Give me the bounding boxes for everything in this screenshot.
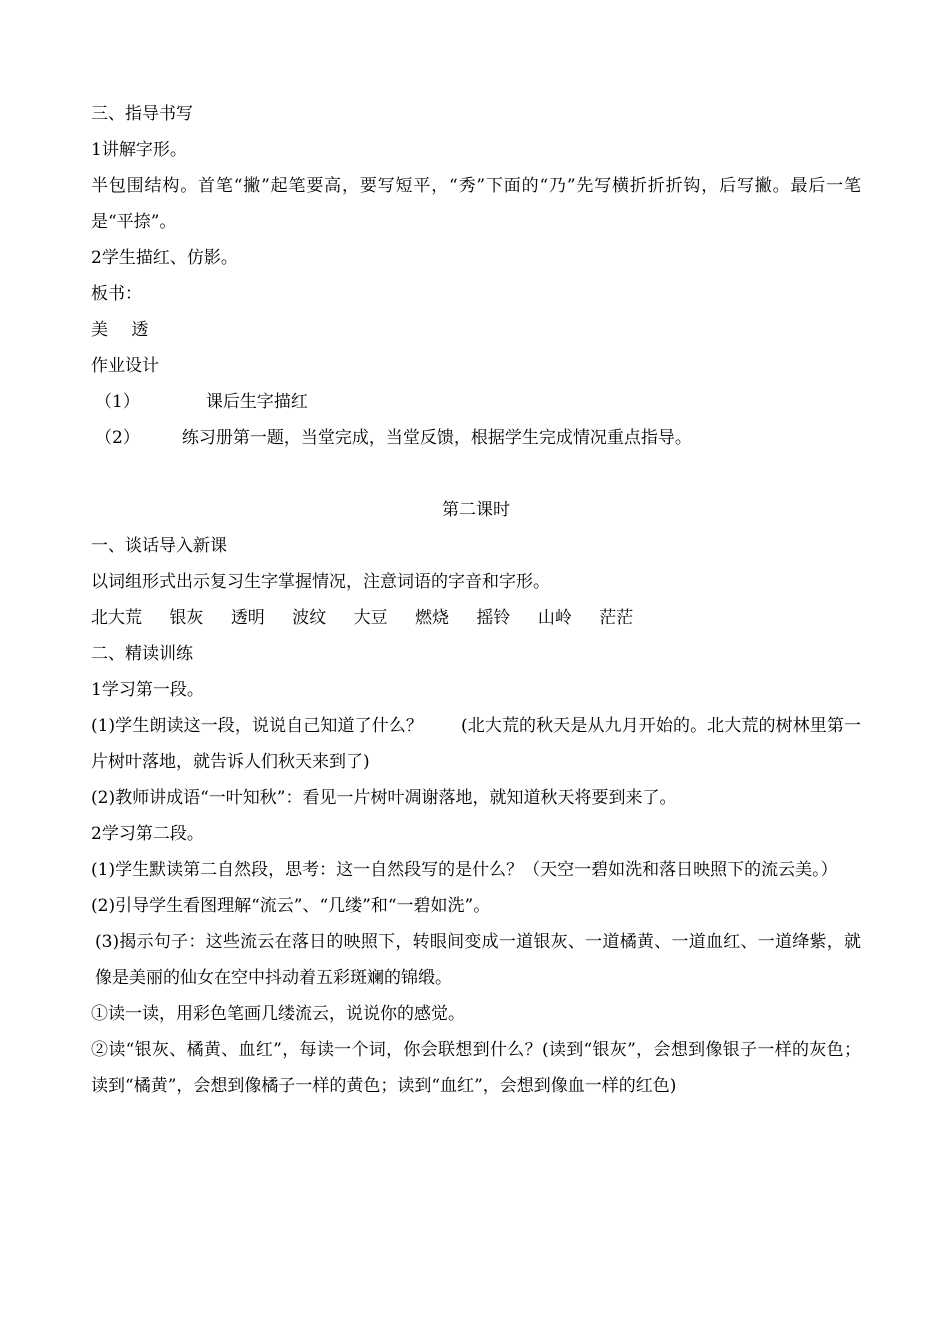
- vocab-word: 大豆: [353, 608, 388, 628]
- item-glyph-explanation: 1讲解字形。: [91, 140, 187, 160]
- vocabulary-list: [91, 600, 861, 636]
- homework-item: [91, 384, 861, 420]
- part2-heading: 二、精读训练: [91, 644, 193, 664]
- study2-circle-1: ①读一读，用彩色笔画几缕流云，说说你的感觉。: [91, 1004, 465, 1024]
- part1-heading: 一、谈话导入新课: [91, 536, 227, 556]
- vocab-word: 银灰: [169, 608, 204, 628]
- vocab-word: 波纹: [292, 608, 327, 628]
- board-label: 板书：: [91, 284, 142, 304]
- answer-text: (北大荒的秋天是从九月开始的。北大荒的树林里第一片树叶落地，就告诉人们秋天来到了): [91, 716, 861, 772]
- study2-question-1: (1)学生默读第二自然段，思考：这一自然段写的是什么？（天空一碧如洗和落日映照下的流云美。）: [91, 860, 838, 880]
- vocab-word: 北大荒: [91, 608, 142, 628]
- board-char: 美: [91, 320, 108, 340]
- vocab-word: 透明: [230, 608, 265, 628]
- study2-question-3: (3)揭示句子：这些流云在落日的映照下，转眼间变成一道银灰、一道橘黄、一道血红、一道绛紫，就像是美丽的仙女在空中抖动着五彩斑斓的锦缎。: [95, 932, 861, 988]
- part1-text: 以词组形式出示复习生字掌握情况，注意词语的字音和字形。: [91, 572, 550, 592]
- vocab-word: 茫茫: [599, 608, 634, 628]
- study1-question-2: (2)教师讲成语“一叶知秋”：看见一片树叶凋谢落地，就知道秋天将要到来了。: [91, 788, 677, 808]
- study-paragraph-1: 1学习第一段。: [91, 680, 204, 700]
- vocab-word: 山岭: [537, 608, 572, 628]
- study2-question-2: (2)引导学生看图理解“流云”、“几缕”和“一碧如洗”。: [91, 896, 491, 916]
- study-paragraph-2: 2学习第二段。: [91, 824, 204, 844]
- blank-line: [91, 456, 861, 492]
- item-tracing: 2学生描红、仿影。: [91, 248, 238, 268]
- homework-text: 练习册第一题，当堂完成，当堂反馈，根据学生完成情况重点指导。: [181, 428, 692, 448]
- lesson-title: 第二课时: [442, 500, 510, 520]
- homework-number: （2）: [95, 428, 140, 448]
- homework-number: （1）: [95, 392, 140, 412]
- question-text: (1)学生朗读这一段，说说自己知道了什么？: [91, 716, 424, 736]
- study1-question-1: [91, 708, 861, 780]
- homework-text: 课后生字描红: [205, 392, 308, 412]
- study2-circle-2: ②读“银灰、橘黄、血红”，每读一个词，你会联想到什么？(读到“银灰”，会想到像银子一样的灰色；读到“橘黄”，会想到像橘子一样的黄色；读到“血红”，会想到像血一样的红色): [91, 1040, 861, 1096]
- homework-item: [91, 420, 861, 456]
- vocab-word: 燃烧: [415, 608, 450, 628]
- homework-label: 作业设计: [91, 356, 159, 376]
- board-chars: [91, 312, 861, 348]
- glyph-structure-text: 半包围结构。首笔“撇”起笔要高，要写短平，“秀”下面的“乃”先写横折折折钩，后写撇。最后一笔是“平捺”。: [91, 176, 861, 232]
- document-page: [91, 96, 861, 1104]
- vocab-word: 摇铃: [476, 608, 511, 628]
- board-char: 透: [131, 320, 149, 340]
- section-heading-writing: 三、指导书写: [91, 104, 193, 124]
